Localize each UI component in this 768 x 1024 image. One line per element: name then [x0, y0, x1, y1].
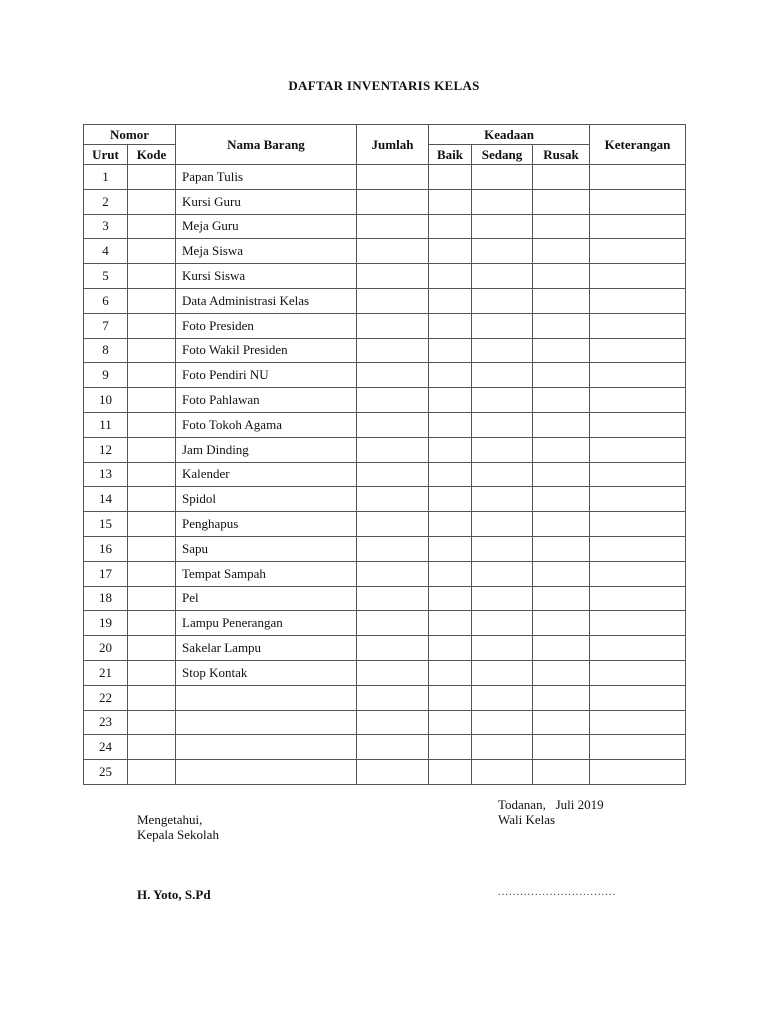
cell-kode: [128, 189, 176, 214]
cell-rusak: [533, 437, 590, 462]
cell-nama-barang: Foto Presiden: [176, 313, 357, 338]
cell-keterangan: [590, 660, 686, 685]
cell-kode: [128, 611, 176, 636]
cell-keterangan: [590, 437, 686, 462]
cell-nama-barang: Spidol: [176, 487, 357, 512]
cell-kode: [128, 388, 176, 413]
cell-jumlah: [357, 437, 429, 462]
place-date: Todanan, Juli 2019: [498, 797, 604, 812]
cell-jumlah: [357, 512, 429, 537]
table-row: [84, 735, 686, 760]
cell-rusak: [533, 561, 590, 586]
cell-baik: [429, 338, 472, 363]
cell-kode: [128, 735, 176, 760]
kepala-sekolah-name: H. Yoto, S.Pd: [137, 887, 211, 902]
cell-sedang: [472, 239, 533, 264]
cell-urut: 1: [84, 165, 128, 190]
header-nomor: Nomor: [84, 125, 176, 145]
cell-sedang: [472, 512, 533, 537]
cell-urut: 22: [84, 685, 128, 710]
cell-nama-barang: Foto Wakil Presiden: [176, 338, 357, 363]
cell-rusak: [533, 239, 590, 264]
cell-kode: [128, 313, 176, 338]
cell-sedang: [472, 165, 533, 190]
cell-jumlah: [357, 660, 429, 685]
cell-urut: 8: [84, 338, 128, 363]
cell-nama-barang: Foto Pendiri NU: [176, 363, 357, 388]
cell-jumlah: [357, 412, 429, 437]
cell-jumlah: [357, 611, 429, 636]
cell-sedang: [472, 264, 533, 289]
cell-rusak: [533, 685, 590, 710]
cell-baik: [429, 239, 472, 264]
cell-rusak: [533, 735, 590, 760]
cell-rusak: [533, 189, 590, 214]
cell-kode: [128, 636, 176, 661]
header-urut: Urut: [84, 145, 128, 165]
cell-sedang: [472, 288, 533, 313]
cell-keterangan: [590, 536, 686, 561]
cell-keterangan: [590, 214, 686, 239]
cell-urut: 5: [84, 264, 128, 289]
cell-baik: [429, 710, 472, 735]
cell-baik: [429, 536, 472, 561]
cell-baik: [429, 165, 472, 190]
cell-sedang: [472, 437, 533, 462]
cell-nama-barang: Foto Pahlawan: [176, 388, 357, 413]
table-header: [84, 125, 686, 165]
cell-jumlah: [357, 735, 429, 760]
table-row: [84, 388, 686, 413]
cell-sedang: [472, 214, 533, 239]
cell-kode: [128, 338, 176, 363]
cell-urut: 4: [84, 239, 128, 264]
cell-baik: [429, 611, 472, 636]
cell-jumlah: [357, 363, 429, 388]
cell-baik: [429, 388, 472, 413]
table-row: [84, 412, 686, 437]
table-row: [84, 239, 686, 264]
cell-kode: [128, 660, 176, 685]
cell-urut: 19: [84, 611, 128, 636]
cell-keterangan: [590, 264, 686, 289]
cell-nama-barang: Penghapus: [176, 512, 357, 537]
cell-keterangan: [590, 313, 686, 338]
cell-kode: [128, 437, 176, 462]
table-row: [84, 561, 686, 586]
cell-rusak: [533, 512, 590, 537]
cell-nama-barang: [176, 760, 357, 785]
cell-rusak: [533, 636, 590, 661]
cell-urut: 11: [84, 412, 128, 437]
table-row: [84, 487, 686, 512]
cell-nama-barang: Kalender: [176, 462, 357, 487]
table-row: [84, 165, 686, 190]
cell-urut: 14: [84, 487, 128, 512]
header-jumlah: Jumlah: [357, 125, 429, 165]
cell-baik: [429, 586, 472, 611]
cell-keterangan: [590, 363, 686, 388]
cell-kode: [128, 487, 176, 512]
table-row: [84, 660, 686, 685]
cell-keterangan: [590, 189, 686, 214]
header-keterangan: Keterangan: [590, 125, 686, 165]
cell-baik: [429, 561, 472, 586]
cell-urut: 25: [84, 760, 128, 785]
cell-sedang: [472, 660, 533, 685]
cell-keterangan: [590, 462, 686, 487]
cell-rusak: [533, 487, 590, 512]
table-row: [84, 288, 686, 313]
cell-keterangan: [590, 412, 686, 437]
cell-sedang: [472, 735, 533, 760]
cell-urut: 13: [84, 462, 128, 487]
wali-kelas-signature-line: ................................: [498, 887, 617, 898]
kepala-sekolah-label: Kepala Sekolah: [137, 827, 219, 842]
cell-jumlah: [357, 536, 429, 561]
cell-urut: 23: [84, 710, 128, 735]
cell-kode: [128, 685, 176, 710]
cell-rusak: [533, 363, 590, 388]
cell-baik: [429, 437, 472, 462]
cell-kode: [128, 363, 176, 388]
table-row: [84, 189, 686, 214]
cell-rusak: [533, 214, 590, 239]
cell-keterangan: [590, 760, 686, 785]
cell-kode: [128, 710, 176, 735]
cell-jumlah: [357, 685, 429, 710]
cell-baik: [429, 214, 472, 239]
cell-nama-barang: Foto Tokoh Agama: [176, 412, 357, 437]
cell-jumlah: [357, 313, 429, 338]
cell-nama-barang: Jam Dinding: [176, 437, 357, 462]
cell-sedang: [472, 636, 533, 661]
table-row: [84, 338, 686, 363]
cell-kode: [128, 239, 176, 264]
cell-rusak: [533, 660, 590, 685]
cell-sedang: [472, 561, 533, 586]
cell-nama-barang: [176, 685, 357, 710]
cell-sedang: [472, 710, 533, 735]
header-baik: Baik: [429, 145, 472, 165]
cell-nama-barang: Pel: [176, 586, 357, 611]
cell-sedang: [472, 760, 533, 785]
cell-keterangan: [590, 710, 686, 735]
inventory-table: [83, 124, 686, 785]
cell-sedang: [472, 388, 533, 413]
cell-sedang: [472, 586, 533, 611]
cell-jumlah: [357, 462, 429, 487]
cell-keterangan: [590, 636, 686, 661]
header-sedang: Sedang: [472, 145, 533, 165]
cell-nama-barang: Sapu: [176, 536, 357, 561]
cell-rusak: [533, 611, 590, 636]
cell-baik: [429, 636, 472, 661]
cell-baik: [429, 412, 472, 437]
cell-baik: [429, 760, 472, 785]
cell-baik: [429, 735, 472, 760]
cell-rusak: [533, 388, 590, 413]
table-row: [84, 611, 686, 636]
cell-urut: 15: [84, 512, 128, 537]
cell-rusak: [533, 536, 590, 561]
cell-keterangan: [590, 685, 686, 710]
cell-kode: [128, 214, 176, 239]
cell-jumlah: [357, 760, 429, 785]
cell-sedang: [472, 611, 533, 636]
cell-kode: [128, 512, 176, 537]
table-row: [84, 214, 686, 239]
cell-urut: 2: [84, 189, 128, 214]
cell-rusak: [533, 165, 590, 190]
cell-jumlah: [357, 561, 429, 586]
cell-jumlah: [357, 264, 429, 289]
cell-keterangan: [590, 338, 686, 363]
cell-rusak: [533, 288, 590, 313]
cell-keterangan: [590, 512, 686, 537]
cell-jumlah: [357, 288, 429, 313]
cell-jumlah: [357, 388, 429, 413]
cell-urut: 16: [84, 536, 128, 561]
cell-kode: [128, 412, 176, 437]
cell-baik: [429, 313, 472, 338]
cell-urut: 3: [84, 214, 128, 239]
header-keadaan: Keadaan: [429, 125, 590, 145]
wali-kelas-label: Wali Kelas: [498, 812, 556, 827]
cell-rusak: [533, 710, 590, 735]
cell-keterangan: [590, 165, 686, 190]
table-row: [84, 363, 686, 388]
document-title: DAFTAR INVENTARIS KELAS: [288, 78, 480, 93]
cell-urut: 17: [84, 561, 128, 586]
table-row: [84, 264, 686, 289]
table-row: [84, 536, 686, 561]
cell-sedang: [472, 363, 533, 388]
cell-baik: [429, 462, 472, 487]
cell-nama-barang: Kursi Guru: [176, 189, 357, 214]
cell-jumlah: [357, 487, 429, 512]
cell-keterangan: [590, 586, 686, 611]
cell-nama-barang: Tempat Sampah: [176, 561, 357, 586]
cell-sedang: [472, 412, 533, 437]
table-row: [84, 437, 686, 462]
cell-urut: 18: [84, 586, 128, 611]
cell-jumlah: [357, 189, 429, 214]
cell-rusak: [533, 338, 590, 363]
table-row: [84, 685, 686, 710]
cell-nama-barang: Meja Siswa: [176, 239, 357, 264]
cell-baik: [429, 512, 472, 537]
cell-rusak: [533, 760, 590, 785]
cell-sedang: [472, 313, 533, 338]
cell-jumlah: [357, 586, 429, 611]
cell-nama-barang: Kursi Siswa: [176, 264, 357, 289]
cell-urut: 12: [84, 437, 128, 462]
cell-jumlah: [357, 710, 429, 735]
cell-kode: [128, 165, 176, 190]
cell-kode: [128, 462, 176, 487]
cell-jumlah: [357, 165, 429, 190]
cell-urut: 24: [84, 735, 128, 760]
table-row: [84, 462, 686, 487]
table-row: [84, 636, 686, 661]
cell-nama-barang: Lampu Penerangan: [176, 611, 357, 636]
cell-nama-barang: Papan Tulis: [176, 165, 357, 190]
header-kode: Kode: [128, 145, 176, 165]
cell-keterangan: [590, 611, 686, 636]
cell-sedang: [472, 462, 533, 487]
cell-sedang: [472, 338, 533, 363]
header-nama-barang: Nama Barang: [176, 125, 357, 165]
cell-baik: [429, 288, 472, 313]
cell-nama-barang: Meja Guru: [176, 214, 357, 239]
cell-kode: [128, 264, 176, 289]
cell-nama-barang: Sakelar Lampu: [176, 636, 357, 661]
table-row: [84, 512, 686, 537]
cell-jumlah: [357, 338, 429, 363]
table-row: [84, 760, 686, 785]
cell-nama-barang: Data Administrasi Kelas: [176, 288, 357, 313]
table-row: [84, 586, 686, 611]
cell-urut: 7: [84, 313, 128, 338]
cell-kode: [128, 536, 176, 561]
cell-urut: 10: [84, 388, 128, 413]
cell-urut: 21: [84, 660, 128, 685]
cell-rusak: [533, 586, 590, 611]
cell-urut: 9: [84, 363, 128, 388]
cell-kode: [128, 760, 176, 785]
cell-nama-barang: Stop Kontak: [176, 660, 357, 685]
cell-baik: [429, 487, 472, 512]
cell-kode: [128, 586, 176, 611]
cell-jumlah: [357, 214, 429, 239]
cell-kode: [128, 288, 176, 313]
table-row: [84, 313, 686, 338]
cell-sedang: [472, 685, 533, 710]
cell-keterangan: [590, 561, 686, 586]
cell-baik: [429, 363, 472, 388]
cell-keterangan: [590, 487, 686, 512]
cell-sedang: [472, 536, 533, 561]
cell-keterangan: [590, 239, 686, 264]
cell-keterangan: [590, 388, 686, 413]
cell-baik: [429, 264, 472, 289]
table-body: [84, 165, 686, 785]
cell-rusak: [533, 462, 590, 487]
cell-keterangan: [590, 288, 686, 313]
cell-urut: 6: [84, 288, 128, 313]
cell-baik: [429, 189, 472, 214]
cell-rusak: [533, 313, 590, 338]
header-rusak: Rusak: [533, 145, 590, 165]
mengetahui-label: Mengetahui,: [137, 812, 203, 827]
cell-jumlah: [357, 239, 429, 264]
cell-nama-barang: [176, 710, 357, 735]
cell-rusak: [533, 264, 590, 289]
cell-nama-barang: [176, 735, 357, 760]
cell-rusak: [533, 412, 590, 437]
cell-kode: [128, 561, 176, 586]
cell-keterangan: [590, 735, 686, 760]
cell-baik: [429, 660, 472, 685]
cell-urut: 20: [84, 636, 128, 661]
cell-baik: [429, 685, 472, 710]
table-row: [84, 710, 686, 735]
cell-sedang: [472, 189, 533, 214]
cell-jumlah: [357, 636, 429, 661]
cell-sedang: [472, 487, 533, 512]
